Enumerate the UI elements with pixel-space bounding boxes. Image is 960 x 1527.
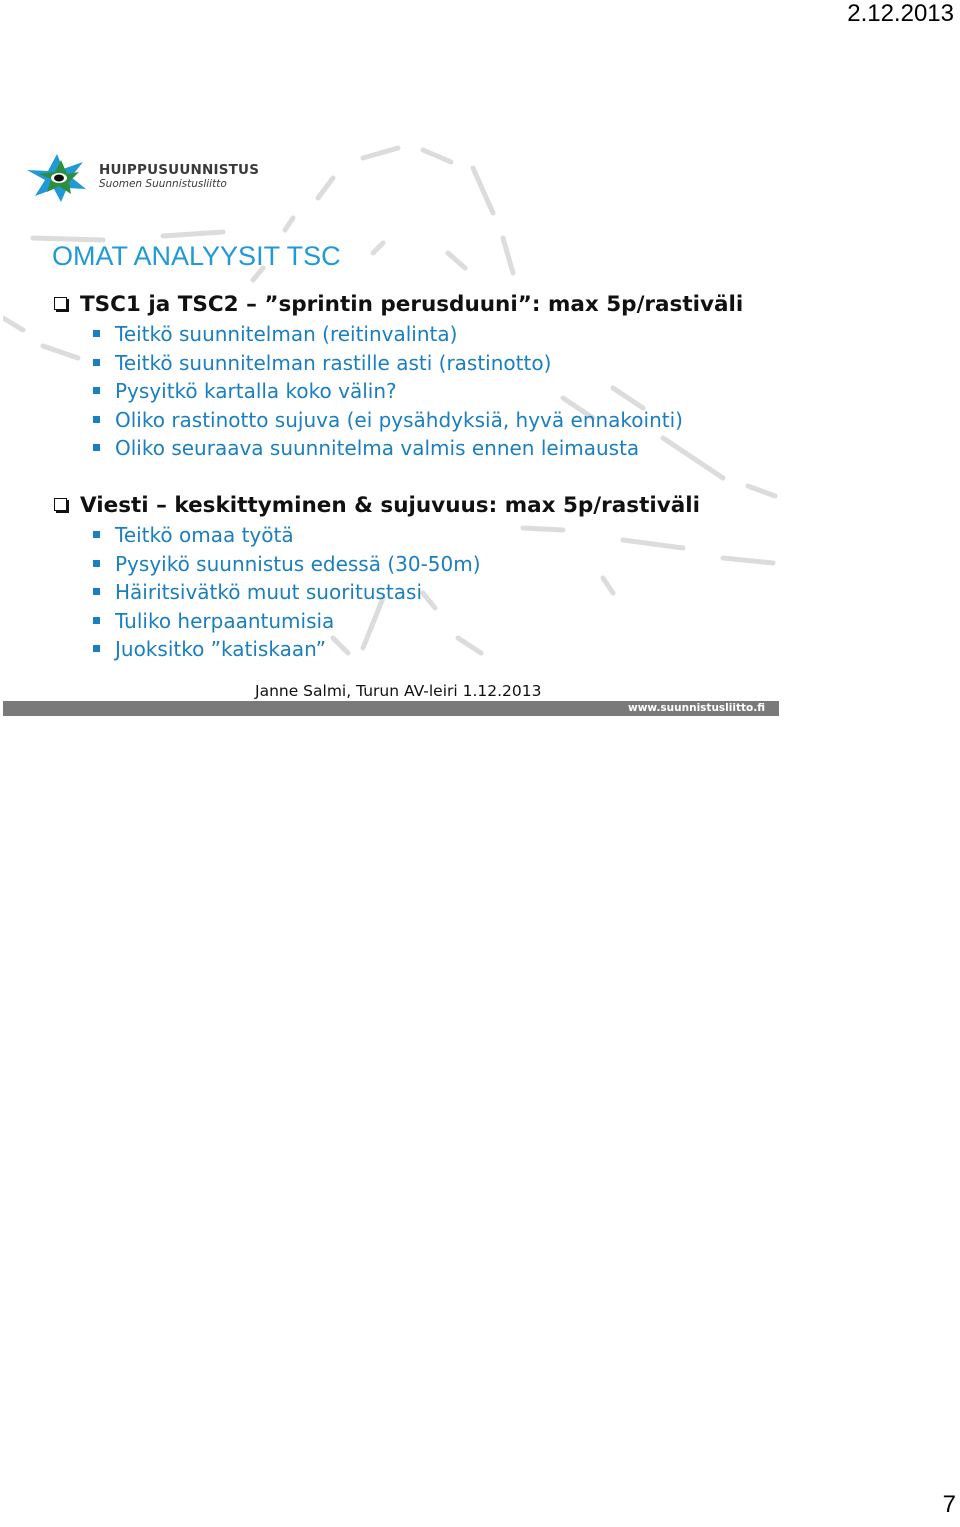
list-item-text: Oliko rastinotto sujuva (ei pysähdyksiä, hyvä ennakointi) — [115, 407, 683, 432]
list-item — [53, 320, 773, 349]
bullet-list — [53, 521, 773, 664]
checkbox-icon — [54, 498, 67, 511]
section-viesti — [53, 491, 773, 664]
slide-title: OMAT ANALYYSIT TSC — [52, 241, 341, 271]
square-bullet-icon — [93, 560, 100, 567]
square-bullet-icon — [93, 359, 100, 366]
square-bullet-icon — [93, 416, 100, 423]
square-bullet-icon — [93, 588, 100, 595]
section-heading — [53, 290, 773, 320]
list-item-text: Teitkö omaa työtä — [115, 523, 294, 547]
list-item — [53, 550, 773, 579]
list-item — [53, 578, 773, 607]
square-bullet-icon — [93, 531, 100, 538]
page-date: 2.12.2013 — [847, 0, 954, 27]
footer-bar — [3, 701, 779, 716]
list-item — [53, 521, 773, 550]
list-item-text: Pysyikö suunnistus edessä (30-50m) — [115, 551, 481, 576]
list-item-text: Teitkö suunnitelman rastille asti (rastinotto) — [115, 350, 552, 375]
slide — [3, 118, 779, 716]
square-bullet-icon — [93, 617, 100, 624]
list-item — [53, 607, 773, 636]
footer-url: www.suunnistusliitto.fi — [628, 702, 765, 714]
list-item — [53, 635, 773, 664]
square-bullet-icon — [93, 645, 100, 652]
list-item — [53, 349, 773, 378]
square-bullet-icon — [93, 444, 100, 451]
list-item — [53, 434, 773, 463]
footer-author: Janne Salmi, Turun AV-leiri 1.12.2013 — [255, 682, 542, 700]
list-item — [53, 377, 773, 406]
list-item-text: Juoksitko ”katiskaan” — [115, 637, 327, 661]
section-heading-text: Viesti – keskittyminen & sujuvuus: max 5p/rastiväli — [80, 493, 700, 518]
logo-name: HUIPPUSUUNNISTUS — [99, 162, 260, 178]
section-heading — [53, 491, 773, 521]
list-item-text: Tuliko herpaantumisia — [115, 608, 335, 633]
list-item-text: Häiritsivätkö muut suoritustasi — [115, 580, 423, 604]
square-bullet-icon — [93, 387, 100, 394]
square-bullet-icon — [93, 330, 100, 337]
list-item-text: Pysyitkö kartalla koko välin? — [115, 379, 397, 403]
list-item-text: Oliko seuraava suunnitelma valmis ennen leimausta — [115, 436, 640, 460]
checkbox-icon — [54, 297, 67, 310]
section-heading-text: TSC1 ja TSC2 – ”sprintin perusduuni”: max 5p/rastiväli — [80, 292, 744, 317]
page-number: 7 — [942, 1491, 956, 1518]
list-item-text: Teitkö suunnitelman (reitinvalinta) — [115, 322, 458, 346]
logo-subtitle: Suomen Suunnistusliitto — [99, 178, 227, 190]
bullet-list — [53, 320, 773, 463]
section-tsc — [53, 290, 773, 463]
list-item — [53, 406, 773, 435]
